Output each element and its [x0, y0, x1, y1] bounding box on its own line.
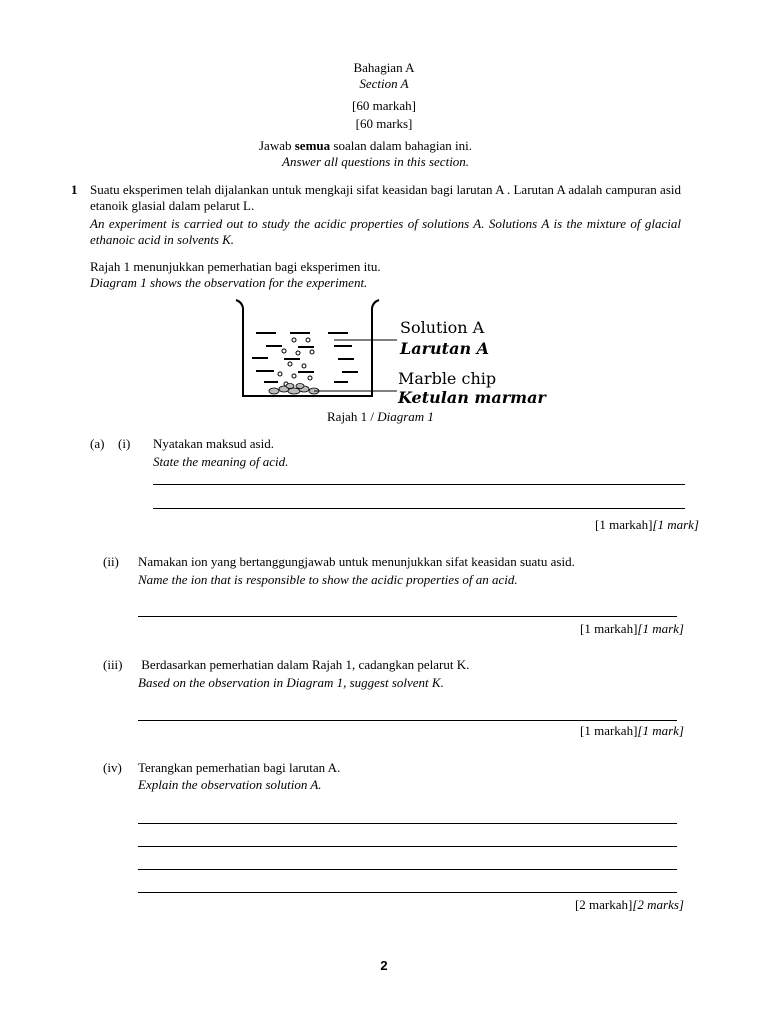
part-i-text-ms: Nyatakan maksud asid. [153, 436, 274, 451]
page-number: 2 [380, 958, 388, 973]
part-a-label: (a) [90, 436, 105, 451]
part-ii-text-ms: Namakan ion yang bertanggungjawab untuk menunjukkan sifat keasidan suatu asid. [138, 554, 575, 569]
label-solution-ms: Larutan A [400, 339, 490, 358]
instruction-en: Answer all questions in this section. [282, 154, 470, 169]
marble-chips [269, 384, 319, 395]
label-marble-en: Marble chip [398, 369, 497, 388]
answer-line[interactable] [138, 823, 677, 824]
part-ii-text-en: Name the ion that is responsible to show the acidic properties of an acid. [138, 572, 518, 587]
total-marks-en: [60 marks] [355, 116, 413, 131]
diagram-caption: Rajah 1 / Diagram 1 [327, 409, 434, 424]
answer-line[interactable] [138, 892, 677, 893]
answer-line[interactable] [138, 869, 677, 870]
diagram-intro-en: Diagram 1 shows the observation for the experiment. [90, 275, 368, 290]
part-iv-text-en: Explain the observation solution A. [138, 777, 322, 792]
part-iii-text-ms: Berdasarkan pemerhatian dalam Rajah 1, cadangkan pelarut K. [138, 657, 470, 672]
label-marble-ms: Ketulan marmar [398, 388, 546, 407]
part-i-marks: [1 markah][1 mark] [595, 517, 699, 532]
part-iii-number: (iii) [103, 657, 123, 672]
part-iii-marks: [1 markah][1 mark] [580, 723, 684, 738]
part-iii-text-en: Based on the observation in Diagram 1, suggest solvent K. [138, 675, 444, 690]
question-intro-ms: Suatu eksperimen telah dijalankan untuk mengkaji sifat keasidan bagi larutan A . Larutan A adalah campuran asid etanoik glasial dalam pelarut L. [90, 182, 681, 213]
part-i-number: (i) [118, 436, 131, 451]
diagram-intro-ms: Rajah 1 menunjukkan pemerhatian bagi eksperimen itu. [90, 259, 381, 274]
answer-line[interactable] [138, 846, 677, 847]
question-intro-en: An experiment is carried out to study the acidic properties of solutions A. Solutions A is the mixture of glacial ethanoic acid in solvents K. [90, 216, 681, 247]
part-ii-number: (ii) [103, 554, 119, 569]
answer-line[interactable] [138, 616, 677, 617]
total-marks-ms: [60 markah] [352, 98, 416, 113]
instruction-ms: Jawab semua soalan dalam bahagian ini. [259, 138, 473, 153]
label-solution-en: Solution A [400, 318, 485, 337]
gas-bubbles [278, 338, 314, 386]
part-ii-marks: [1 markah][1 mark] [580, 621, 684, 636]
question-number: 1 [71, 182, 78, 197]
part-iv-number: (iv) [103, 760, 122, 775]
part-iv-text-ms: Terangkan pemerhatian bagi larutan A. [138, 760, 341, 775]
section-title-ms: Bahagian A [353, 60, 415, 75]
answer-line[interactable] [153, 484, 685, 485]
part-iv-marks: [2 markah][2 marks] [574, 897, 684, 912]
answer-line[interactable] [138, 720, 677, 721]
section-title-en: Section A [359, 76, 409, 91]
part-i-text-en: State the meaning of acid. [153, 454, 289, 469]
answer-line[interactable] [153, 508, 685, 509]
